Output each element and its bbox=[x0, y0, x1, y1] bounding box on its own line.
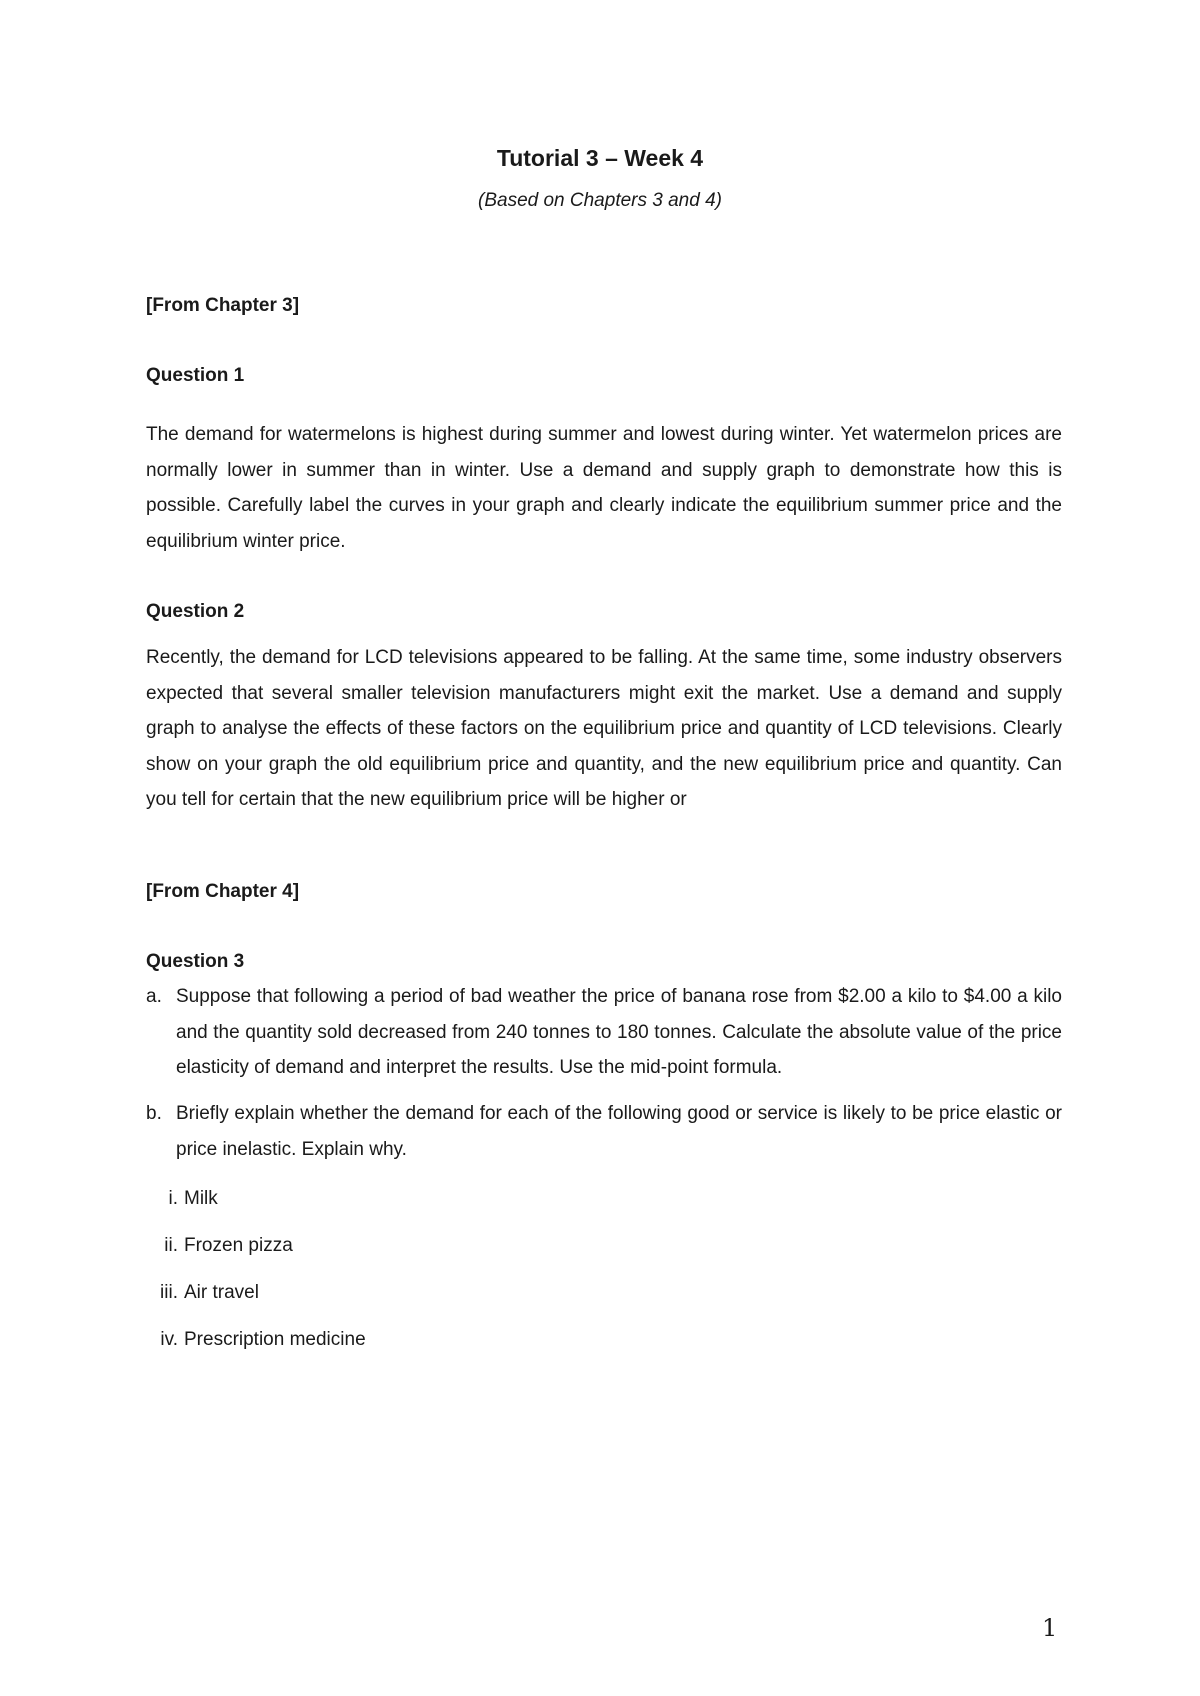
question-3a bbox=[146, 979, 1062, 1086]
question-1-text: The demand for watermelons is highest during summer and lowest during winter. Yet watermelon prices are normally lower in summer than in winter. Use a demand and supply graph to demonstrate how this is possible. Carefully label the curves in your graph and clearly indicate the equilibrium summer price and the equilibrium winter price. bbox=[146, 424, 1062, 552]
list-item bbox=[146, 1234, 293, 1258]
list-item-number: iii. bbox=[160, 1282, 178, 1303]
question-2-text: Recently, the demand for LCD televisions appeared to be falling. At the same time, some industry observers expected that several smaller television manufacturers might exit the market. Use a demand and supply graph to analyse the effects of these factors on the equilibrium price and quantity of LCD televisions. Clearly show on your graph the old equilibrium price and quantity, and the new equilibrium price and quantity. Can you tell for certain that the new equilibrium price will be higher or bbox=[146, 647, 1062, 810]
list-item-label: Frozen pizza bbox=[184, 1235, 293, 1256]
question-3-heading: Question 3 bbox=[146, 951, 245, 972]
list-item-number: iv. bbox=[160, 1329, 178, 1350]
question-3a-marker: a. bbox=[146, 986, 162, 1007]
question-3b-text: Briefly explain whether the demand for each of the following good or service is likely to be price elastic or price inelastic. Explain why. bbox=[176, 1103, 1062, 1160]
question-3b bbox=[146, 1096, 1062, 1167]
list-item-number: i. bbox=[168, 1188, 178, 1209]
question-3a-text: Suppose that following a period of bad weather the price of banana rose from $2.00 a kilo to $4.00 a kilo and the quantity sold decreased from 240 tonnes to 180 tonnes. Calculate the absolute value of the price elasticity of demand and interpret the results. Use the mid-point formula. bbox=[176, 986, 1062, 1078]
list-item bbox=[146, 1187, 218, 1211]
question-1-heading: Question 1 bbox=[146, 365, 245, 386]
document-subtitle: (Based on Chapters 3 and 4) bbox=[478, 190, 722, 211]
list-item-number: ii. bbox=[164, 1235, 178, 1256]
question-3b-marker: b. bbox=[146, 1103, 162, 1124]
list-item-label: Air travel bbox=[184, 1282, 259, 1303]
list-item bbox=[146, 1328, 366, 1352]
list-item-label: Milk bbox=[184, 1188, 218, 1209]
document-title: Tutorial 3 – Week 4 bbox=[496, 145, 704, 171]
section-heading-chapter-4: [From Chapter 4] bbox=[146, 881, 300, 902]
list-item-label: Prescription medicine bbox=[184, 1329, 366, 1350]
question-2-heading: Question 2 bbox=[146, 601, 245, 622]
page-number: 1 bbox=[1042, 1614, 1058, 1642]
section-heading-chapter-3: [From Chapter 3] bbox=[146, 295, 300, 316]
list-item bbox=[146, 1281, 259, 1305]
